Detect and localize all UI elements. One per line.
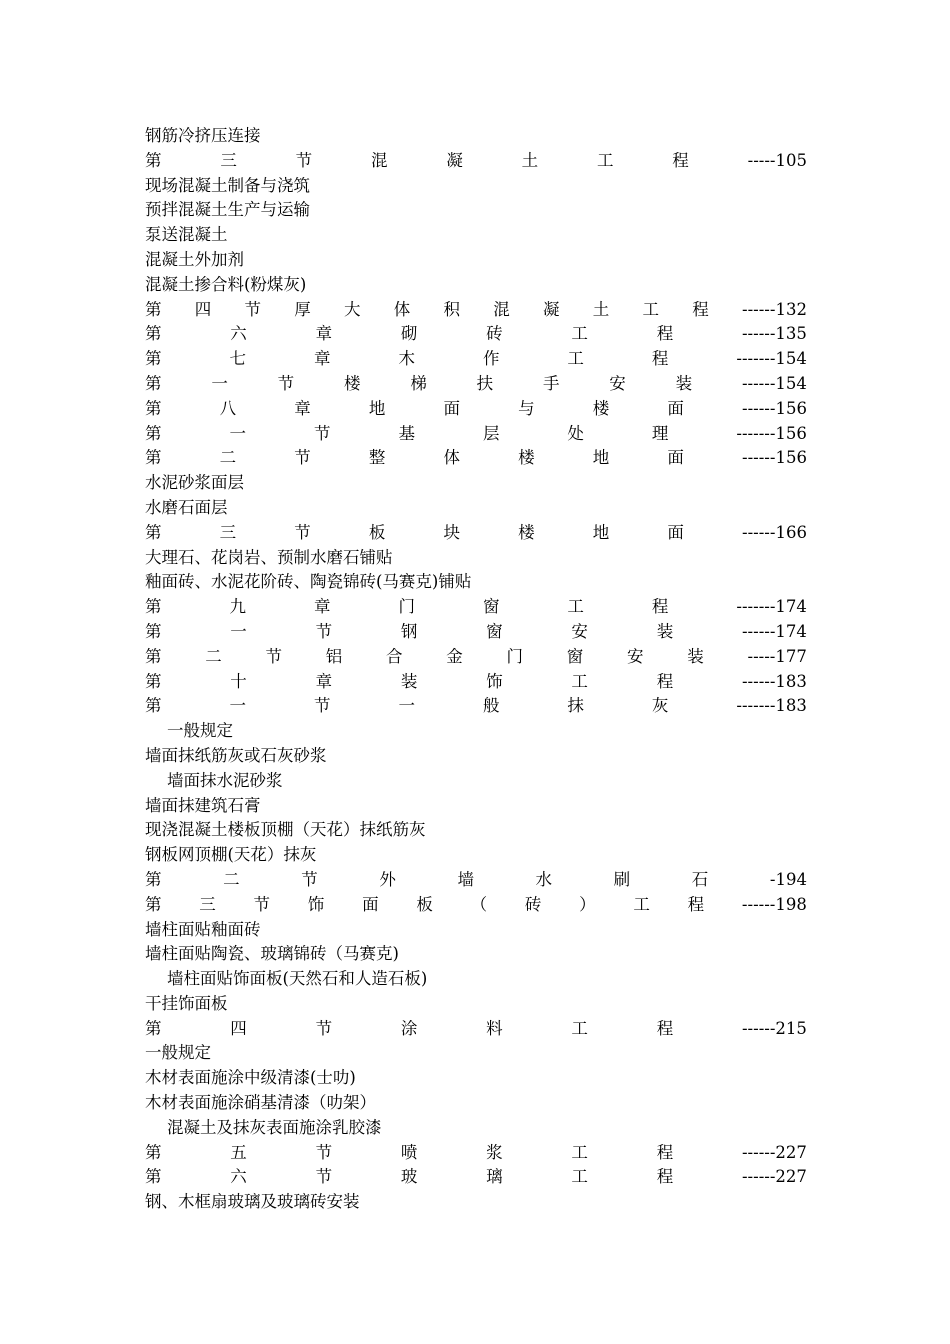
toc-heading-line	[145, 620, 807, 645]
toc-heading-char: 第	[145, 646, 162, 666]
toc-heading-char: 节	[253, 894, 271, 914]
toc-heading-line	[145, 595, 807, 620]
toc-heading-char: 饰	[307, 894, 325, 914]
toc-page-ref: -------156	[736, 423, 807, 443]
toc-heading-char: 面	[667, 448, 684, 468]
toc-entry-text: 木材表面施涂硝基清漆（叻架）	[145, 1093, 376, 1113]
toc-heading-char: 九	[229, 597, 246, 617]
toc-entry-line	[145, 992, 807, 1017]
toc-entry-text: 钢板网顶棚(天花）抹灰	[145, 845, 317, 865]
toc-heading-char: 层	[482, 423, 500, 443]
toc-entry-text: 现场混凝土制备与浇筑	[145, 175, 310, 195]
toc-heading-line	[145, 521, 807, 546]
toc-entry-line	[145, 570, 807, 595]
toc-heading-char: 章	[313, 597, 331, 617]
toc-heading-char: 梯	[410, 373, 427, 393]
toc-entry-text: 混凝土及抹灰表面施涂乳胶漆	[167, 1117, 382, 1137]
toc-heading-char: 般	[482, 696, 500, 716]
toc-entry-line	[145, 1041, 807, 1066]
toc-heading-char: 五	[230, 1142, 247, 1162]
toc-entry-text: 墙面抹纸筋灰或石灰砂浆	[145, 745, 327, 765]
toc-entry-text: 混凝土掺合料(粉煤灰)	[145, 274, 307, 294]
toc-heading-char: 程	[651, 597, 669, 617]
toc-entry-text: 釉面砖、水泥花阶砖、陶瓷锦砖(马赛克)铺贴	[145, 572, 472, 592]
toc-heading-char: 面	[667, 398, 684, 418]
toc-heading-char: 刷	[613, 869, 631, 889]
toc-entry-line	[145, 818, 807, 843]
toc-entry-text: 墙柱面贴釉面砖	[145, 919, 261, 939]
toc-heading-char: 楼	[518, 522, 535, 542]
toc-heading-char: 工	[571, 671, 588, 691]
toc-heading-char: 工	[642, 299, 659, 319]
toc-heading-char: 程	[656, 1142, 674, 1162]
toc-heading-char: 窗	[566, 646, 584, 666]
toc-heading-char: 程	[656, 671, 674, 691]
toc-entry-text: 预拌混凝土生产与运输	[145, 200, 310, 220]
toc-heading-char: 节	[265, 646, 282, 666]
toc-heading-char: 钢	[400, 621, 418, 641]
toc-entry-text: 墙面抹建筑石膏	[145, 795, 261, 815]
toc-heading-line	[145, 868, 807, 893]
toc-heading-line	[145, 372, 807, 397]
toc-heading-char: 窗	[482, 597, 500, 617]
toc-heading-char: 安	[571, 621, 588, 641]
toc-heading-char: 合	[386, 646, 403, 666]
toc-heading-char: 混	[370, 150, 388, 170]
toc-heading-line	[145, 298, 807, 323]
toc-heading-char: 手	[542, 373, 560, 393]
toc-heading-char: 饰	[486, 671, 503, 691]
toc-heading-line	[145, 397, 807, 422]
toc-page-ref: ------132	[742, 299, 807, 319]
toc-page-ref: ------156	[742, 448, 807, 468]
toc-heading-char: 抹	[567, 696, 584, 716]
toc-heading-char: 第	[145, 324, 162, 344]
toc-entry-line	[145, 1066, 807, 1091]
toc-heading-char: 工	[596, 150, 614, 170]
toc-entry-line	[145, 223, 807, 248]
toc-heading-line	[145, 645, 807, 670]
toc-heading-char: 程	[672, 150, 689, 170]
toc-page-ref: -------174	[736, 597, 807, 617]
toc-entry-text: 混凝土外加剂	[145, 249, 244, 269]
table-of-contents	[145, 124, 807, 1215]
toc-heading-char: 土	[592, 299, 610, 319]
toc-entry-line	[145, 719, 807, 744]
toc-heading-char: 三	[219, 522, 237, 542]
toc-page-ref: ------166	[742, 522, 807, 542]
toc-heading-char: 工	[571, 1167, 588, 1187]
toc-heading-char: 金	[446, 646, 463, 666]
toc-entry-text: 一般规定	[167, 721, 233, 741]
toc-heading-char: 节	[315, 1142, 333, 1162]
toc-heading-char: 第	[145, 373, 162, 393]
toc-heading-char: 第	[145, 398, 162, 418]
toc-heading-char: 窗	[486, 621, 503, 641]
toc-heading-char: 整	[368, 448, 386, 468]
toc-heading-char: 凝	[446, 150, 463, 170]
toc-heading-char: 第	[145, 894, 162, 914]
toc-page-ref: ------227	[741, 1142, 807, 1162]
toc-heading-char: 石	[691, 869, 709, 889]
toc-entry-text: 墙面抹水泥砂浆	[167, 770, 283, 790]
toc-heading-char: 装	[656, 621, 674, 641]
toc-heading-char: 节	[295, 150, 313, 170]
toc-heading-char: 章	[315, 324, 333, 344]
toc-heading-char: 木	[398, 349, 415, 369]
toc-heading-char: 节	[313, 423, 331, 443]
toc-heading-char: 程	[656, 1018, 674, 1038]
toc-heading-char: 二	[205, 646, 222, 666]
toc-heading-char: 二	[219, 448, 237, 468]
toc-heading-char: 节	[315, 1018, 333, 1038]
toc-entry-text: 泵送混凝土	[145, 225, 228, 245]
toc-heading-char: 节	[244, 299, 261, 319]
toc-heading-char: 三	[199, 894, 216, 914]
toc-heading-char: 第	[145, 621, 162, 641]
toc-heading-char: 安	[627, 646, 644, 666]
toc-heading-line	[145, 1165, 807, 1190]
toc-heading-char: 第	[145, 299, 162, 319]
toc-entry-line	[145, 471, 807, 496]
toc-entry-line	[145, 496, 807, 521]
toc-page-ref: ------135	[741, 324, 807, 344]
toc-heading-char: 节	[277, 373, 295, 393]
toc-entry-line	[145, 918, 807, 943]
toc-heading-char: 砖	[524, 894, 542, 914]
toc-heading-char: 门	[506, 646, 523, 666]
toc-heading-char: 八	[219, 398, 237, 418]
toc-heading-char: 第	[145, 349, 162, 369]
toc-heading-char: 面	[443, 398, 460, 418]
toc-heading-char: 地	[592, 448, 610, 468]
toc-heading-char: 工	[571, 1142, 588, 1162]
toc-heading-char: 工	[567, 349, 584, 369]
toc-entry-text: 墙柱面贴饰面板(天然石和人造石板)	[167, 969, 428, 989]
toc-heading-char: 章	[294, 398, 311, 418]
toc-heading-char: 装	[687, 646, 704, 666]
toc-heading-char: 节	[315, 1167, 333, 1187]
toc-heading-line	[145, 893, 807, 918]
toc-heading-char: 浆	[486, 1142, 503, 1162]
toc-page-ref: ------174	[741, 621, 807, 641]
toc-page-ref: ------215	[741, 1018, 807, 1038]
toc-entry-line	[145, 546, 807, 571]
toc-heading-char: 处	[567, 423, 584, 443]
toc-heading-char: 体	[393, 299, 411, 319]
toc-heading-char: 扶	[476, 373, 494, 393]
toc-heading-char: 璃	[486, 1167, 503, 1187]
toc-heading-char: 门	[398, 597, 415, 617]
toc-heading-char: 装	[675, 373, 693, 393]
toc-heading-char: 节	[315, 621, 333, 641]
toc-heading-char: 一	[211, 373, 228, 393]
toc-entry-line	[145, 273, 807, 298]
toc-heading-char: 砌	[400, 324, 418, 344]
toc-entry-line	[145, 1116, 807, 1141]
toc-heading-line	[145, 694, 807, 719]
toc-page-ref: -------183	[736, 696, 807, 716]
toc-entry-line	[145, 198, 807, 223]
toc-heading-char: 与	[518, 398, 535, 418]
toc-heading-char: 节	[301, 869, 318, 889]
toc-heading-char: 第	[145, 671, 162, 691]
toc-heading-char: 凝	[543, 299, 560, 319]
toc-entry-line	[145, 794, 807, 819]
toc-entry-line	[145, 1091, 807, 1116]
toc-heading-line	[145, 149, 807, 174]
toc-entry-text: 钢、木框扇玻璃及玻璃砖安装	[145, 1192, 360, 1212]
toc-heading-char: 程	[651, 349, 669, 369]
toc-heading-char: 六	[230, 324, 247, 344]
toc-heading-char: 水	[535, 869, 553, 889]
toc-entry-text: 墙柱面贴陶瓷、玻璃锦砖（马赛克)	[145, 944, 399, 964]
toc-entry-line	[145, 124, 807, 149]
toc-heading-char: 六	[230, 1167, 247, 1187]
toc-heading-char: 一	[398, 696, 415, 716]
toc-page-ref: ------183	[741, 671, 807, 691]
toc-heading-char: 第	[145, 1167, 162, 1187]
toc-heading-char: 墙	[457, 869, 474, 889]
toc-entry-line	[145, 1190, 807, 1215]
toc-heading-char: 块	[443, 522, 460, 542]
toc-heading-char: 三	[220, 150, 237, 170]
toc-heading-char: 涂	[400, 1018, 418, 1038]
toc-heading-char: 程	[687, 894, 705, 914]
toc-heading-char: 楼	[592, 398, 610, 418]
toc-heading-char: 十	[230, 671, 247, 691]
toc-heading-char: 工	[567, 597, 584, 617]
toc-heading-char: 章	[313, 349, 331, 369]
toc-heading-char: 安	[609, 373, 626, 393]
toc-heading-line	[145, 446, 807, 471]
toc-heading-char: 地	[592, 522, 610, 542]
toc-entry-text: 大理石、花岗岩、预制水磨石铺贴	[145, 547, 393, 567]
toc-heading-char: 混	[493, 299, 510, 319]
toc-heading-char: 四	[194, 299, 212, 319]
toc-page-ref: -194	[769, 869, 807, 889]
toc-heading-char: 体	[443, 448, 460, 468]
toc-heading-char: 基	[398, 423, 415, 443]
toc-heading-char: 外	[379, 869, 396, 889]
toc-heading-char: 第	[145, 1142, 162, 1162]
toc-heading-char: 喷	[400, 1142, 418, 1162]
toc-heading-char: 四	[230, 1018, 247, 1038]
toc-entry-text: 水磨石面层	[145, 497, 228, 517]
toc-page-ref: ------227	[741, 1167, 807, 1187]
toc-entry-line	[145, 942, 807, 967]
toc-page-ref: ------154	[741, 373, 807, 393]
toc-heading-char: 第	[145, 150, 162, 170]
toc-heading-char: 节	[294, 448, 311, 468]
toc-page-ref: -----105	[747, 150, 807, 170]
toc-heading-char: 玻	[400, 1167, 418, 1187]
toc-entry-line	[145, 174, 807, 199]
toc-heading-line	[145, 347, 807, 372]
toc-heading-char: 工	[571, 1018, 588, 1038]
toc-heading-line	[145, 322, 807, 347]
toc-entry-line	[145, 967, 807, 992]
toc-heading-char: 工	[633, 894, 650, 914]
toc-heading-char: 楼	[518, 448, 535, 468]
toc-heading-char: 工	[571, 324, 588, 344]
toc-entry-text: 木材表面施涂中级清漆(士叻)	[145, 1068, 356, 1088]
toc-heading-char: （	[470, 894, 488, 914]
toc-heading-char: 装	[400, 671, 418, 691]
toc-heading-char: 第	[145, 448, 162, 468]
toc-heading-char: 铝	[325, 646, 343, 666]
toc-page-ref: ------156	[742, 398, 807, 418]
toc-heading-char: 节	[294, 522, 311, 542]
toc-page-ref: -------154	[736, 349, 807, 369]
toc-heading-line	[145, 670, 807, 695]
toc-heading-char: 第	[145, 1018, 162, 1038]
toc-heading-char: 砖	[486, 324, 503, 344]
toc-entry-text: 干挂饰面板	[145, 993, 228, 1013]
toc-entry-text: 现浇混凝土楼板顶棚（天花）抹纸筋灰	[145, 820, 426, 840]
toc-heading-char: 第	[145, 869, 162, 889]
toc-heading-char: 地	[368, 398, 386, 418]
toc-heading-char: 第	[145, 696, 162, 716]
toc-heading-char: 厚	[294, 299, 311, 319]
toc-heading-char: 一	[229, 423, 246, 443]
toc-heading-char: 章	[315, 671, 333, 691]
toc-heading-char: 板	[368, 522, 386, 542]
toc-heading-char: 面	[362, 894, 379, 914]
toc-heading-char: 第	[145, 597, 162, 617]
toc-heading-char: 程	[656, 324, 674, 344]
toc-heading-line	[145, 1017, 807, 1042]
toc-heading-char: 大	[344, 299, 361, 319]
toc-entry-text: 钢筋冷挤压连接	[145, 126, 261, 145]
toc-heading-line	[145, 1141, 807, 1166]
toc-heading-char: 七	[229, 349, 246, 369]
toc-heading-char: 一	[229, 696, 246, 716]
toc-entry-line	[145, 744, 807, 769]
toc-heading-char: 一	[230, 621, 247, 641]
toc-page-ref: ------198	[741, 894, 807, 914]
toc-heading-char: 理	[651, 423, 669, 443]
toc-entry-text: 一般规定	[145, 1043, 211, 1063]
toc-heading-char: 节	[313, 696, 331, 716]
toc-entry-line	[145, 248, 807, 273]
toc-heading-char: 楼	[343, 373, 361, 393]
toc-heading-char: 土	[521, 150, 539, 170]
toc-heading-char: 料	[486, 1018, 503, 1038]
toc-entry-line	[145, 843, 807, 868]
toc-heading-char: 程	[692, 299, 709, 319]
toc-entry-line	[145, 769, 807, 794]
toc-heading-char: ）	[579, 894, 596, 914]
toc-heading-char: 程	[656, 1167, 674, 1187]
toc-heading-char: 作	[482, 349, 500, 369]
toc-heading-char: 板	[416, 894, 433, 914]
toc-heading-line	[145, 422, 807, 447]
toc-heading-char: 二	[223, 869, 240, 889]
toc-page-ref: -----177	[747, 646, 807, 666]
toc-heading-char: 灰	[651, 696, 669, 716]
toc-heading-char: 积	[443, 299, 460, 319]
toc-entry-text: 水泥砂浆面层	[145, 473, 244, 493]
toc-heading-char: 第	[145, 423, 162, 443]
toc-heading-char: 面	[667, 522, 684, 542]
toc-heading-char: 第	[145, 522, 162, 542]
